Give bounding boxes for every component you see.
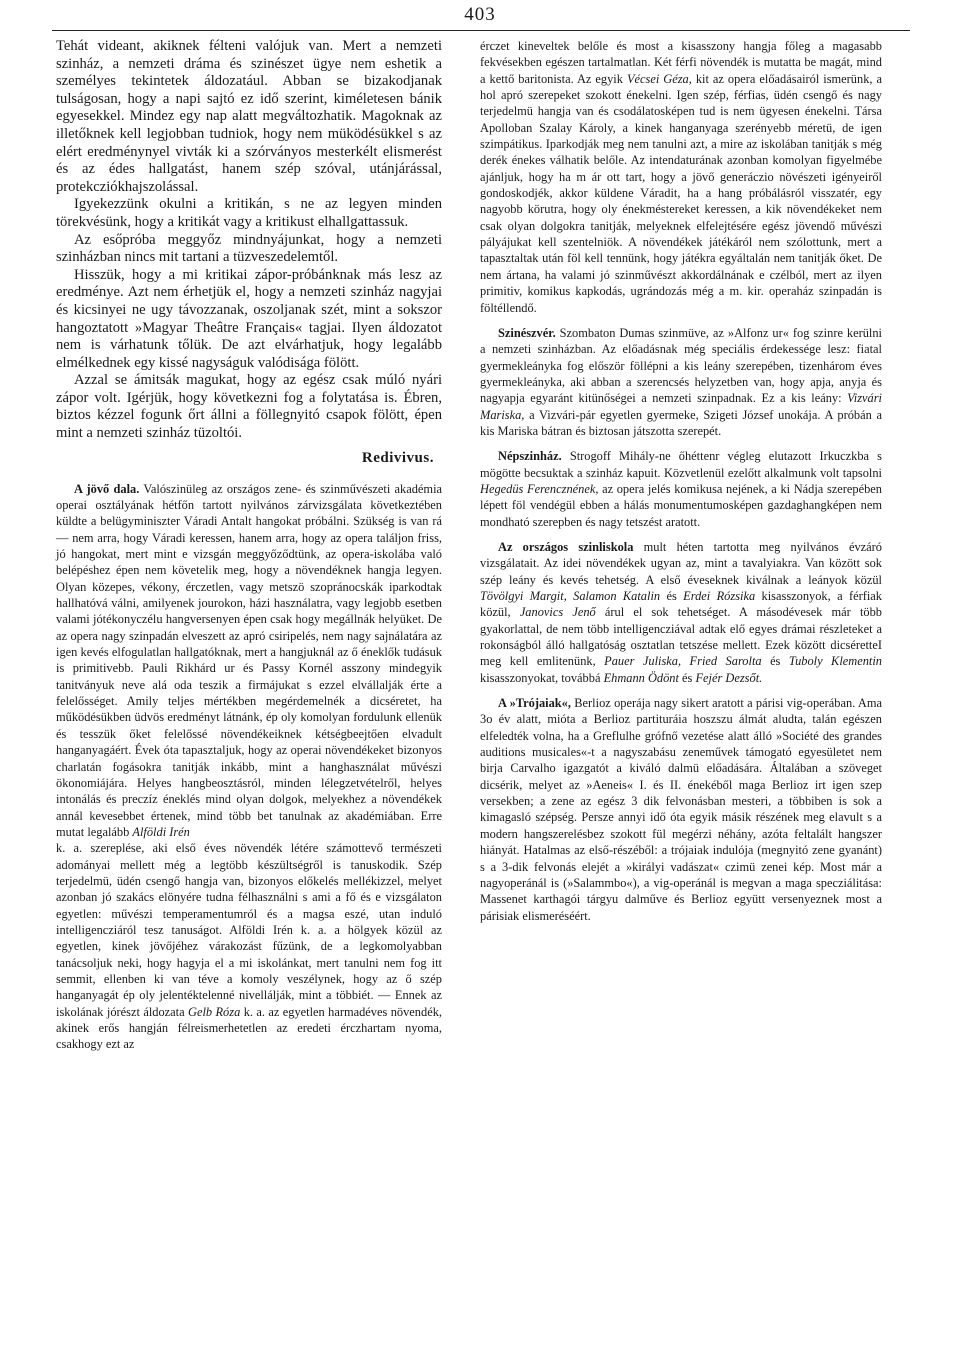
body-text: árul el sok tehetséget. A másodévesek már több gyakorlattal, de nem több intelligencziával adtak elő egyes drámai részleteket a rokonságból álló hallgatóság osztatlan tetszése mellett. Ezek között dicséretteI meg kell emlitenünk, [480,605,882,669]
paragraph [56,481,442,841]
body-text: és [770,654,781,669]
jovo-dala-article [56,481,442,1053]
body-text: Strogoff Mihály-ne őhéttenr végleg elutazott Irkuczkba s mögötte becsuktak a szinház kapuit. Közvetlenül ezelőtt alkalmunk volt tapsolni [480,449,882,480]
nepszinhaz-article [480,448,882,530]
person-name: Hegedüs Ferencznének, [480,481,599,496]
body-text: az opera jelés komikusa nejének, a ki Nádja szerepében lépett föl vendégül ebben a hálás monumentumosképen gazdaghangképen nem mondható szerepben és nagy tetszést aratott. [480,481,882,529]
header-rule [52,30,910,31]
szinliskola-article [480,539,882,686]
body-text: Szombaton Dumas szinmüve, az »Alfonz ur« fog szinre kerülni a nemzeti szinházban. Az előadásnak még speciális érdekessége lesz: fiatal gyermekleányka fog először föllépni a kis leány szerepében, tizenhárom éves gyermekleányka, aki abban a szerencsés helyzetben van, hogy apja, anyja és nagyapja egyaránt kitünőségei a nemzeti szinpadnak. Ez a kis leány: [480,325,882,406]
body-text: és [666,589,677,603]
person-name: Alföldi Irén [132,824,190,839]
body-text: és [682,670,693,685]
person-name: Ehmann Ödönt [603,670,679,685]
paragraph: Hisszük, hogy a mi kritikai zápor-próbánknak más lesz az eredménye. Azt nem érhetjük el, hogy a nemzeti szinház nagyjai és kicsinyei ne ugy távozzanak, oszoljanak szét, mint a sokszor hangoztatott »Magyar Theâtre Français« tagjai. Ilyen áldozatot nem is várhatunk tőlük. De azt elvárhatjuk, hogy legalább elmélkednek egy kissé nagyságuk valódisága fölött. [56,266,442,371]
paragraph [480,539,882,686]
section-heading: A »Trójaiak«, [498,696,571,711]
paragraph [56,840,442,1052]
person-name: Gelb Róza [188,1004,241,1019]
paragraph [480,325,882,439]
person-name: Janovics Jenő [519,605,596,620]
body-text: a Vizvári-pár egyetlen gyermeke, Szigeti József unokája. A próbán a kis Mariska bátran és biztosan játszotta szerepét. [480,407,882,438]
paragraph: Azzal se ámitsák magukat, hogy az egész csak múló nyári zápor volt. Igérjük, hogy következni fog a folytatása is. Ébren, biztos kézzel fogunk őrt állni a föllegnyitó csapok fölött, épen mint a nemzeti szinház tüzoltói. [56,372,442,442]
body-text: k. a. szereplése, aki első éves növendék létére számottevő természeti adományai mellett még a legtöbb készültségről is tanuskodik. Szép terjedelmü, üdén csengő hangja van, bizonyos előkelés mellékizzel, melyet azonban jó szakács elönyére tudna félhasználni s ami a fő és e vizsgálaton egyetlen: művészi temperamentumról és a magsa eszé, utan induló intelligencziáról tesz tanuságot. Alföldi Irén k. a. a hölgyek közül az egyetlen, kinek jövőjéhez várakozást fűzünk, de a legkomolyabban tanácsoljuk neki, hogy hagyja el a mi iskolánkat, mert tanulni nem fog itt semmit, ellenben ki van téve a komoly veszélynek, hogy az ő szép hanganyagát ép oly jelentéktelenné nivellálják, mint a többiét. — Ennek az iskolának jórészt áldozata [56,841,442,1019]
person-name: Pauer Juliska, Fried Sarolta [604,654,762,669]
person-name: Vizvári Mariska, [480,391,882,422]
left-column [56,38,442,1053]
paragraph [480,448,882,530]
body-text: mult héten tartotta meg nyilvános évzáró vizsgálatait. Az idei növendékek ugyan az, mint a tavalyiakra. Van között sok szép leány és kevés tehetség. A első éveseknek kiválnak a leányok közül [480,539,882,587]
person-name: Fejér Dezsőt. [695,670,763,685]
section-heading: Szinészvér. [498,325,556,340]
person-name: Erdei Rózsika [683,589,756,603]
person-name: Vécsei Géza, [626,71,692,86]
body-text: kisasszonyokat, továbbá [480,670,601,685]
body-text: kisasszonyok, a férfiak közül, [480,589,882,620]
person-name: Tövölgyi Margit, Salamon Katalin [480,589,661,603]
page-number: 403 [464,4,496,25]
trojaiak-article [480,695,882,924]
signature: Redivivus. [361,449,434,466]
paragraph: Az esőpróba meggyőz mindnyájunkat, hogy a nemzeti szinházban nincs mit tartani a tüzveszedelemtől. [56,231,442,266]
editorial-article [56,38,442,443]
paragraph: Tehát videant, akiknek félteni valójuk van. Mert a nemzeti szinház, a nemzeti dráma és szinészet ügye nem eshetik a személyes tekintetek áldozatául. Abban se bizakodjanak tulságosan, hogy a napi sajtó ez idő szerint, kiméletesen bánik egyesekkel. Mindez egy nap alatt megváltozhatik. Magoknak az illetőknek kell legjobban tudniok, hogy nem müködésükkel s az elért eredménynyel vivták ki a szórványos mesterkélt elismerést és az édes hallgatást, hanem szép szóval, utánjárással, protekcziókhajszolással. [56,38,442,195]
body-text: Valószinüleg az országos zene- és szinművészeti akadémia operai osztályának hétfőn tartott nyilvános zárvizsgálata következtében küldte a belügyminiszter Váradi Antalt hangokat próbálni. Szükség is van rá — nem arra, hogy Váradi keressen, hanem arra, hogy az opera találjon friss, jó hangokat, mert mint e vizsgán meggyőződtünk, az opera-iskolába való belépéshez épen nem követelik meg, hogy a növendéknek hangja legyen. Olyan közepes, vékony, érczetlen, vagy metszö szopránocskák iparkodtak hallhatóvá válni, amilyenek jourokon, házi használatra, vagy legjobb esetben valami jótékonyczélu hangversenyen épen csak hogy megállnák helyüket. De az opera nagy szinpadán elveszett az apró csiripelés, nem nagy sajnálatára az igen kevés elfogulatlan hallgatóknak, mert a hangjuknál az ő éneklők tudásuk is primitivebb. Pauli Rikhárd ur és Passy Kornél asszony mindegyik tanitványuk neve alá oda teszik a firmájukat s ezzel elvállalják érte a felelősséget. Amily teljes mértékben megérdemelnék a dicséretet, ha működésükben üdvös eredményt látnánk, ép oly komolyan fordulunk ellenük és tesszük őket felelőssé növendékeiknek kétségbeejtően elvadult hanganyagáért. Évek óta tapasztaljuk, hogy az operai növendékeket bizonyos charlatán fogásokra tanitják inkább, mint a hanghasználat művészi ökonomiájára. Helyes hangbeosztásról, minden lélegzetvételről, helyes intonálás és preczíz éneklés mind olyan dolgok, melyekhez a növendékek annál kevesebbet értenek, mind több bet tanulnak az akadémiában. Erre mutat legalább [56,481,443,839]
paragraph [480,695,882,924]
right-column [480,38,882,924]
body-text: érczet kineveltek belőle és most a kisasszony hangja főleg a magasabb fekvésekben egészen tartalmatlan. Két férfi növendék is mutatta be magát, mind a kettő baritonista. Az egyik [480,39,882,86]
paragraph [480,38,882,316]
szineszver-article [480,325,882,439]
body-text: Berlioz operája nagy sikert aratott a párisi vig-operában. Ama 3o év alatt, mióta a Berlioz partituráia hoszszu álmát aludta, talán egészen elfeledték volna, ha a Greflulhe grófnő vezetése alatt álló »Société des grandes auditions musicales«-t a nagyszabásu zeneművek támogató egyesületet nem birja Carvalho igazgatót a kiváló dalmü előadására. Általában a szöveget dicsérik, melyet az »Aeneis« I. és II. énekéből maga Berlioz irt igen szep versekben; a zene az egész 3 dik felvonásban mesteri, a többiben is sok a kimagasló szépség. Persze annyi idő óta egyik másik részének meg elavult s a modern hangszerelésbez szokott fül megérzi néhány, azóta feltalált hangszer hiányát. Hatalmas az első-részéből: a trójaiak indulója (megnyitó zene gyanánt) s a 3-dik felvonás elejét a »királyi vadászat« czimü zenei kép. Most már a nagyoperánál is (»Salammbo«), a vig-operánál is megvan a maga specziálitása: Massenet karthagói tárgyu dalműve és Berlioz együtt versenyeznek most a párisiak elismeréséért. [480,696,882,923]
section-heading: Az országos szinliskola [498,539,634,554]
body-text: k. a. az egyetlen harmadéves növendék, akinek erős hangján félreismerhetetlen az eredeti érczhartam nyoma, csakhogy ezt az [56,1004,442,1052]
jovo-dala-continued [480,38,882,316]
paragraph: Igyekezzünk okulni a kritikán, s ne az legyen minden törekvésünk, hogy a kritikát vagy a kritikust elhallgattassuk. [56,196,442,230]
body-text: kit az opera előadásairól ismerünk, a hol apró szerepeket szokott énekelni. Igen szép, férfias, üdén csengő és nagy terjedelmü hangja van és csodálatosképen tud is nem ügyesen énekelni. Társa Apolloban Szalay Károly, a kinek hanganyaga szerényebb méretü, de igen szimpátikus. Iparkodják meg nem tanulni azt, a mire az iskolában tanitják s még derék énekes válhatik belőle. Az intendaturának azonban komolyan figyelmébe ajánljuk, hogy ha m ár ott tart, hogy a jövő generáczio növészeti igényeiről gondoskodjék, akkor küldene Váradit, ha a hang próbálásról visszatér, egy nagyobb körutra, hogy oly énekméstereket keressen, a kik növendékeket nem csak olyan dolgokra tanitják, melyeknek elfelejtésére egész jövendő művészi pályájukat kell szentelniök. A növendékek játékáról nem szólottunk, mert a tapasztaltak után föl kell tennünk, hogy játékra egyáltalán nem tanitják őket. De nem ártana, ha valami jó szinművészt akkordálnának e czélból, mert az ilyen primitiv, komikus kapkodás, ugrándozás még a m. kir. operaház szinpadán is föltéllendő. [480,71,882,315]
person-name: Tuboly Klementin [788,654,882,669]
section-heading: A jövő dala. [74,481,140,496]
section-heading: Népszinház. [498,449,562,464]
